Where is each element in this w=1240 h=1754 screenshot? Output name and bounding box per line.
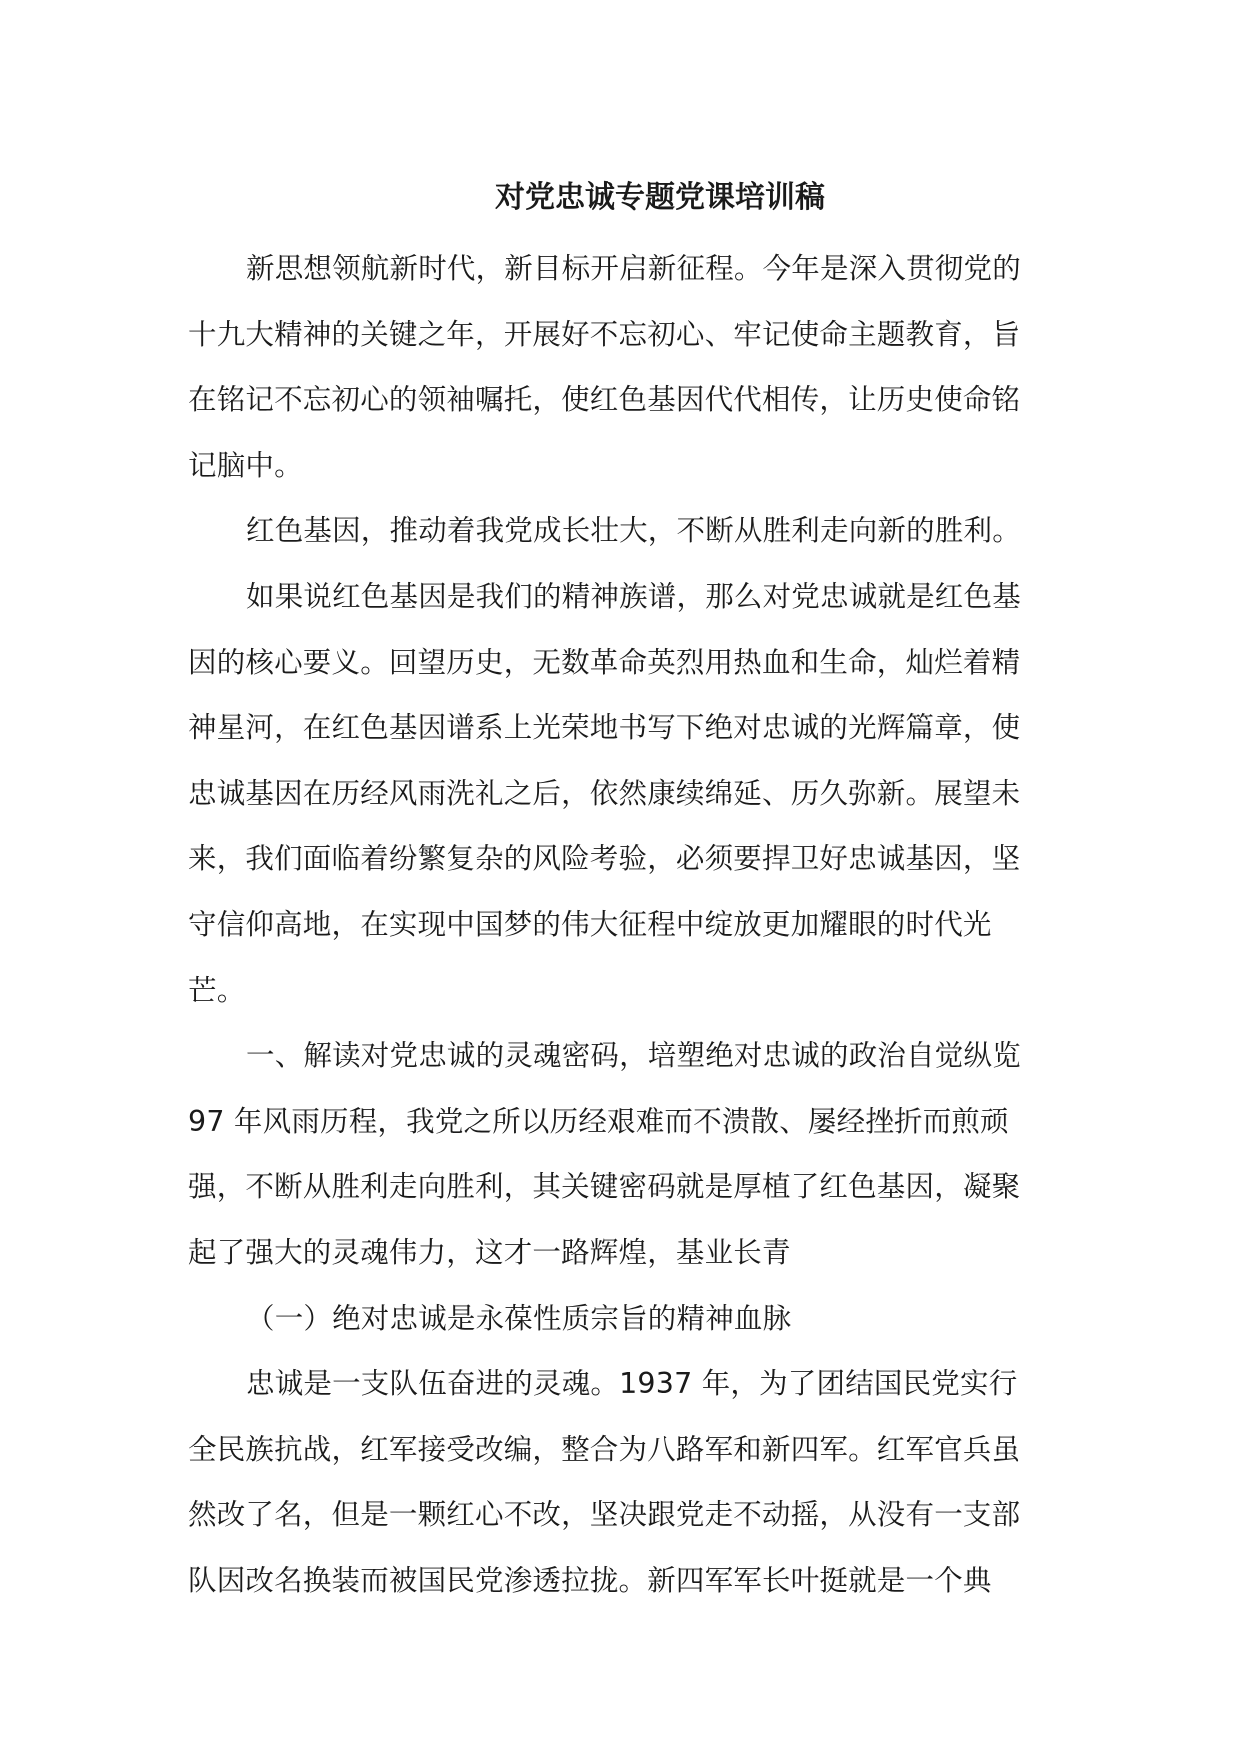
- text-line: 新思想领航新时代，新目标开启新征程。今年是深入贯彻党的: [246, 252, 1021, 285]
- text-line: 忠诚是一支队伍奋进的灵魂。1937 年，为了团结国民党实行: [246, 1367, 1018, 1401]
- document-body: [188, 236, 1034, 1613]
- text-line: 起了强大的灵魂伟力，这才一路辉煌，基业长青: [188, 1235, 791, 1269]
- text-line: 神星河，在红色基因谱系上光荣地书写下绝对忠诚的光辉篇章，使: [188, 711, 1021, 745]
- text-line: 守信仰高地，在实现中国梦的伟大征程中绽放更加耀眼的时代光: [188, 907, 992, 941]
- text-line: 芒。: [188, 973, 246, 1007]
- text-line: 十九大精神的关键之年，开展好不忘初心、牢记使命主题教育，旨: [188, 317, 1021, 351]
- text-line: 97 年风雨历程，我党之所以历经艰难而不溃散、屡经挫折而煎顽: [188, 1104, 1009, 1138]
- text-line: 然改了名，但是一颗红心不改，坚决跟党走不动摇，从没有一支部: [188, 1498, 1021, 1532]
- text-line: 队因改名换装而被国民党渗透拉拢。新四军军长叶挺就是一个典: [188, 1563, 992, 1597]
- text-line: 来，我们面临着纷繁复杂的风险考验，必须要捍卫好忠诚基因，坚: [188, 842, 1021, 876]
- document-title: 对党忠诚专题党课培训稿: [495, 180, 825, 215]
- text-line: 全民族抗战，红军接受改编，整合为八路军和新四军。红军官兵虽: [188, 1432, 1021, 1466]
- text-line: 记脑中。: [188, 448, 303, 482]
- text-line: 在铭记不忘初心的领袖嘱托，使红色基因代代相传，让历史使命铭: [188, 383, 1021, 417]
- text-line: 忠诚基因在历经风雨洗礼之后，依然康续绵延、历久弥新。展望未: [188, 776, 1021, 810]
- text-line: 因的核心要义。回望历史，无数革命英烈用热血和生命，灿烂着精: [188, 645, 1021, 679]
- text-line: 强，不断从胜利走向胜利，其关键密码就是厚植了红色基因，凝聚: [188, 1170, 1021, 1204]
- text-line: 一、解读对党忠诚的灵魂密码，培塑绝对忠诚的政治自觉纵览: [246, 1039, 1021, 1073]
- text-line: 红色基因，推动着我党成长壮大，不断从胜利走向新的胜利。: [246, 514, 1021, 548]
- text-line: （一）绝对忠诚是永葆性质宗旨的精神血脉: [246, 1301, 792, 1335]
- text-line: 如果说红色基因是我们的精神族谱，那么对党忠诚就是红色基: [246, 579, 1021, 613]
